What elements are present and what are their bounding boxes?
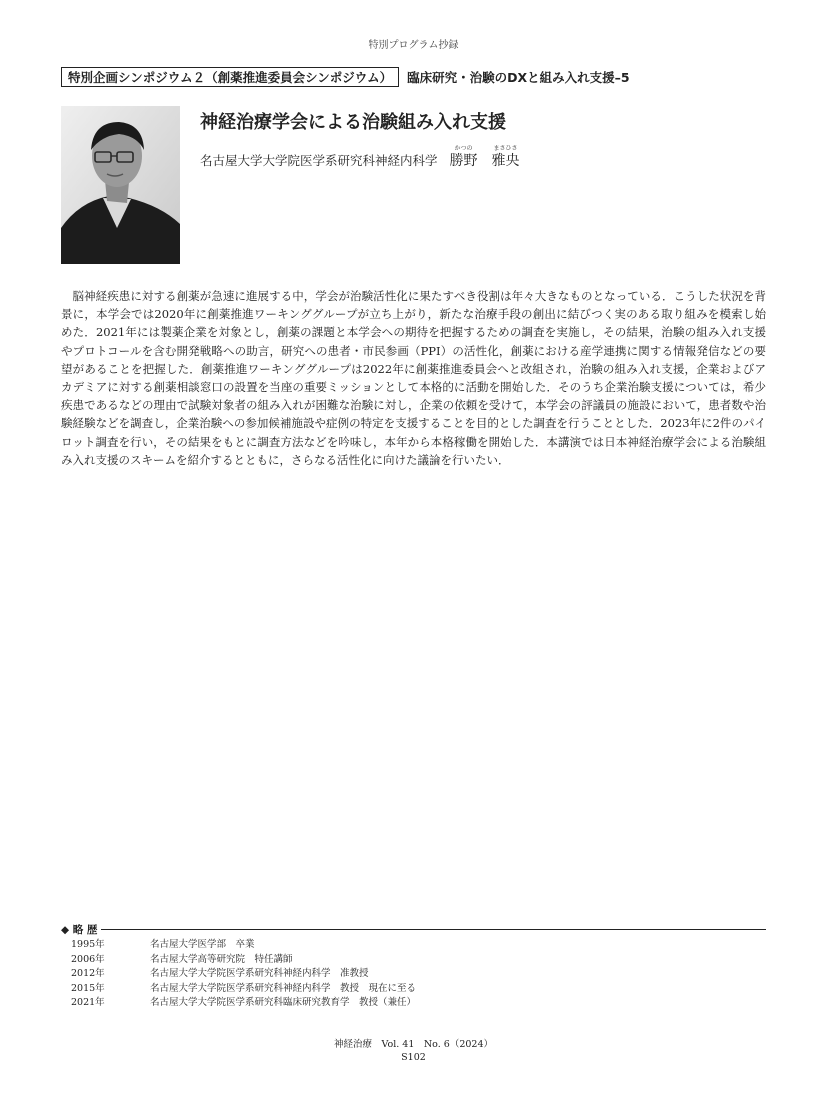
biography-text: 名古屋大学医学部 卒業 [150, 939, 255, 951]
given-name-ruby: まさひさ [493, 145, 518, 152]
author-name [450, 145, 520, 169]
biography-text: 名古屋大学大学院医学系研究科神経内科学 教授 現在に至る [150, 982, 417, 994]
author-affiliation: 名古屋大学大学院医学系研究科神経内科学 [200, 153, 438, 168]
session-subtitle: 臨床研究・治験のDXと組み入れ支援–5 [407, 70, 630, 85]
family-name-ruby: かつの [454, 145, 473, 152]
abstract-text: 脳神経疾患に対する創薬が急速に進展する中，学会が治験活性化に果たすべき役割は年々大きなものとなっている．こうした状況を背景に，本学会では2020年に創薬推進ワーキンググループが立ち上がり，新たな治療手段の創出に結びつく実のある取り組みを模索し始めた．2021年には製薬企業を対象とし，創薬の課題と本学会への期待を把握するための調査を実施し，その結果，治験の組み入れ支援やプロトコールを含む開発戦略への助言，研究への患者・市民参画（PPI）の活性化，創薬における産学連携に関する情報発信などの要望があることを把握した．創薬推進ワーキンググループは2022年に創薬推進委員会へと改組され，治験の組み入れ支援，企業およびアカデミアに対する創薬相談窓口の設置を当座の重要ミッションとして本格的に活動を開始した．そのうち企業治験支援については，希少疾患であるなどの理由で試験対象者の組み入れが困難な治験に対し，企業の依頼を受けて，本学会の評議員の施設において，患者数や治験経験などを調査し，企業治験への参加候補施設や症例の特定を支援することを目的とした調査を行うこととした．2023年に2件のパイロット調査を行い，その結果をもとに調査方法などを吟味し，本年から本格稼働を開始した．本講演では日本神経治療学会による治験組み入れ支援のスキームを紹介するとともに，さらなる活性化に向けた議論を行いたい． [61, 289, 766, 467]
biography-year: 2015年 [71, 982, 105, 994]
author-line [200, 145, 520, 169]
biography-entry [71, 994, 416, 1009]
session-label: 特別企画シンポジウム２（創薬推進委員会シンポジウム） [61, 67, 399, 87]
biography-list [71, 936, 416, 1009]
article-title: 神経治療学会による治験組み入れ支援 [200, 112, 506, 133]
biography-entry [71, 980, 416, 995]
biography-header [61, 922, 766, 936]
biography-divider [101, 929, 766, 930]
running-head: 特別プログラム抄録 [368, 40, 459, 51]
page-number: S102 [401, 1052, 426, 1063]
biography-year: 2021年 [71, 997, 105, 1009]
biography-text: 名古屋大学大学院医学系研究科臨床研究教育学 教授（兼任） [150, 997, 417, 1009]
biography-text: 名古屋大学大学院医学系研究科神経内科学 准教授 [150, 968, 369, 980]
biography-entry [71, 965, 416, 980]
session-header [61, 66, 630, 88]
biography-text: 名古屋大学高等研究院 特任講師 [150, 953, 293, 965]
biography-year: 1995年 [71, 939, 105, 951]
author-portrait-image [61, 106, 180, 264]
family-name: 勝野 [449, 153, 478, 169]
biography-label: ◆ 略 歴 [61, 923, 98, 936]
biography-year: 2012年 [71, 968, 105, 980]
given-name: 雅央 [491, 153, 520, 169]
biography-year: 2006年 [71, 953, 105, 965]
biography-entry [71, 951, 416, 966]
given-name-block [492, 145, 520, 169]
author-photo [61, 106, 180, 264]
family-name-block [450, 145, 478, 169]
biography-entry [71, 936, 416, 951]
footer-journal-info: 神経治療 Vol. 41 No. 6（2024） [334, 1039, 493, 1050]
